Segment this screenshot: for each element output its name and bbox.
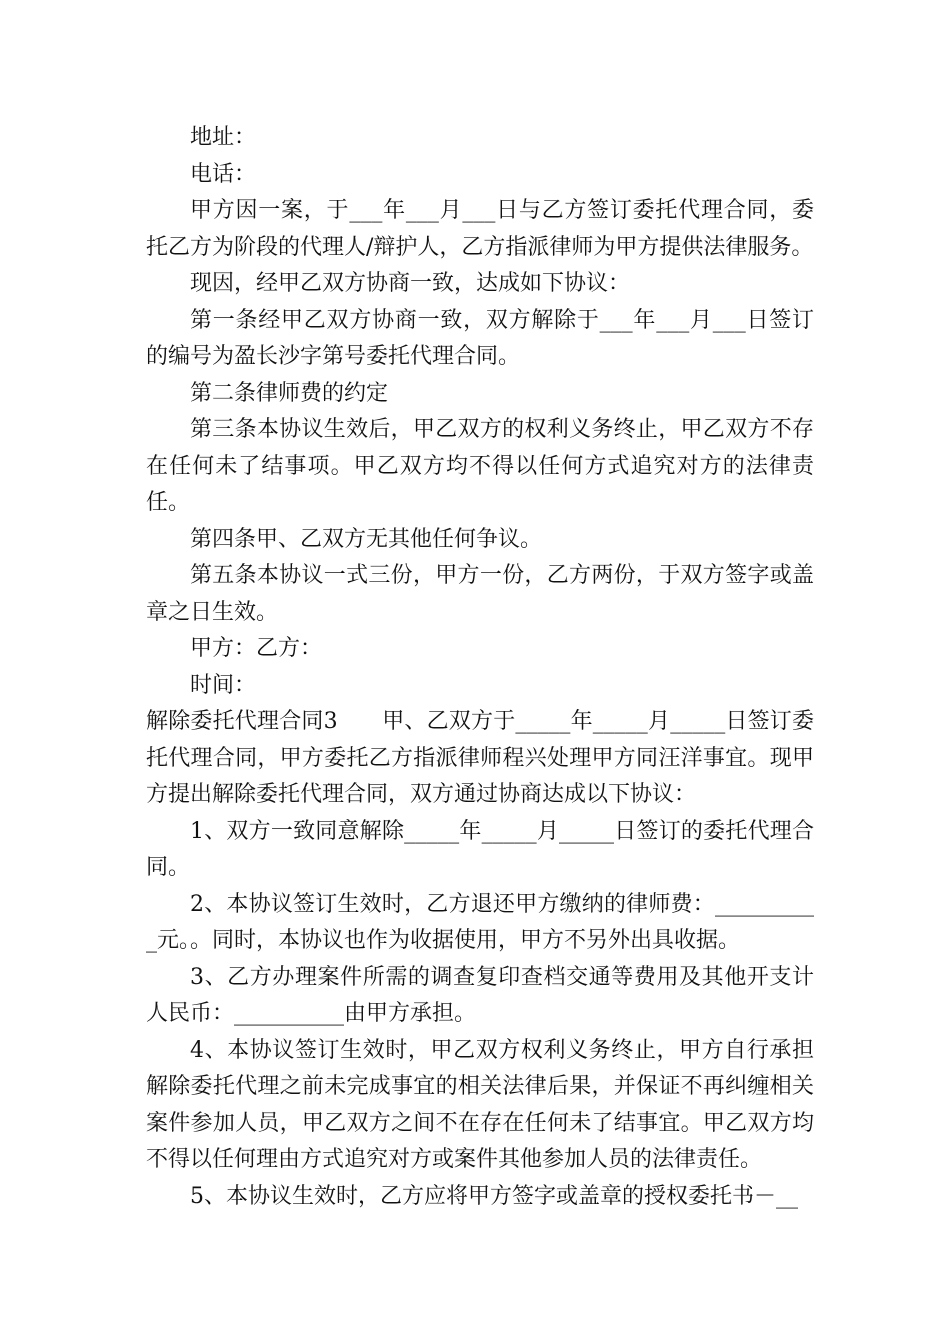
item-5-paragraph: 5、本协议生效时，乙方应将甲方签字或盖章的授权委托书－__ xyxy=(190,1183,798,1209)
clause-3-paragraph: 第三条本协议生效后，甲乙双方的权利义务终止，甲乙双方不存在任何未了结事项。甲乙双方均不得以任何方式追究对方的法律责任。 xyxy=(146,417,814,515)
item-4-paragraph: 4、本协议签订生效时，甲乙双方权利义务终止，甲方自行承担解除委托代理之前未完成事宜的相关法律后果，并保证不再纠缠相关案件参加人员，甲乙双方之间不在存在任何未了结事宜。甲乙双方均不得以任何理由方式追究对方或案件其他参加人员的法律责任。 xyxy=(146,1037,814,1172)
signature-time-line: 时间： xyxy=(190,672,257,698)
clause-2-paragraph: 第二条律师费的约定 xyxy=(190,380,389,406)
item-2-paragraph: 2、本协议签订生效时，乙方退还甲方缴纳的律师费：__________元。。同时，本协议也作为收据使用，甲方不另外出具收据。 xyxy=(146,891,814,953)
agreement-lead-paragraph: 现因，经甲乙双方协商一致，达成如下协议： xyxy=(190,271,631,296)
contract-3-intro-paragraph: 解除委托代理合同3 甲、乙双方于_____年_____月_____日签订委托代理合同，甲方委托乙方指派律师程兴处理甲方同汪洋事宜。现甲方提出解除委托代理合同，双方通过协商达成以下协议： xyxy=(146,709,814,807)
address-line: 地址： xyxy=(190,125,257,150)
item-1-paragraph: 1、双方一致同意解除_____年_____月_____日签订的委托代理合同。 xyxy=(146,818,814,880)
clause-5-paragraph: 第五条本协议一式三份，甲方一份，乙方两份，于双方签字或盖章之日生效。 xyxy=(146,563,814,625)
intro-paragraph: 甲方因一案，于___年___月___日与乙方签订委托代理合同，委托乙方为阶段的代理人/辩护人，乙方指派律师为甲方提供法律服务。 xyxy=(146,198,814,260)
clause-1-paragraph: 第一条经甲乙双方协商一致，双方解除于___年___月___日签订的编号为盈长沙字第号委托代理合同。 xyxy=(146,307,814,369)
phone-line: 电话： xyxy=(190,161,257,187)
signature-parties-line: 甲方：乙方： xyxy=(190,636,323,661)
item-3-paragraph: 3、乙方办理案件所需的调查复印查档交通等费用及其他开支计人民币：__________由甲方承担。 xyxy=(146,964,814,1026)
document-body xyxy=(146,120,814,1215)
clause-4-paragraph: 第四条甲、乙双方无其他任何争议。 xyxy=(190,526,543,552)
